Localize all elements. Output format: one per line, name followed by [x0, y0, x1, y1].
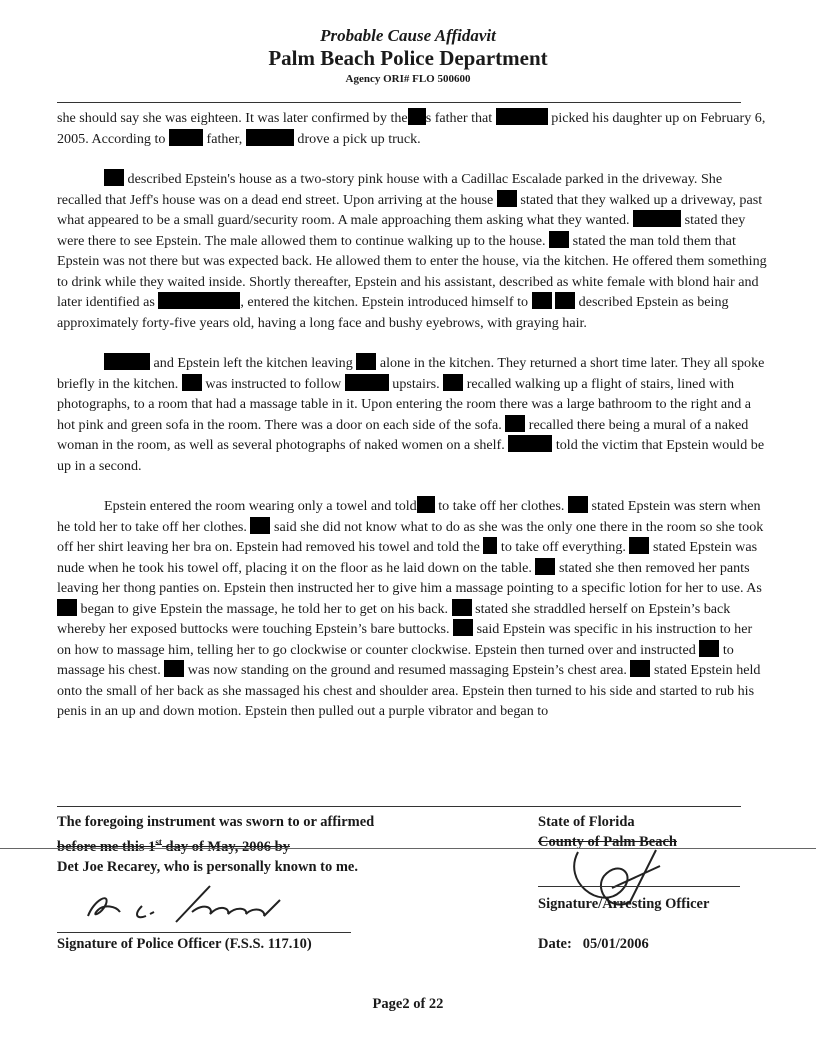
- sworn-statement: [57, 812, 374, 877]
- text-span: stated the man told them that Epstein was not there but was expected back. He allowed them to enter the house, via the kitchen. He offered them something to drink while they waited inside. Shortly thereafter, Epstein and his assistant, described as white female with blond hair and later identified as: [57, 232, 767, 310]
- text-span: upstairs.: [392, 375, 440, 392]
- redaction: [555, 292, 575, 309]
- redaction: [158, 292, 240, 309]
- text-span: was instructed to follow: [205, 375, 342, 392]
- text-span: stated Epstein was nude when he took his towel off, placing it on the floor as he laid down on the table.: [57, 539, 758, 576]
- text-span: recalled there being a mural of a naked woman in the room, as well as several photographs of naked women on a shelf.: [57, 416, 749, 453]
- redaction: [246, 129, 294, 146]
- redaction: [250, 517, 270, 534]
- text-span: stated she then removed her pants leaving her thong panties on. Epstein then instructed her to give him a massage pointing to a specific lotion for her to use. As: [57, 559, 762, 596]
- redaction: [104, 353, 150, 370]
- text-span: described Epstein's house as a two-story pink house with a Cadillac Escalade parked in the driveway. She recalled that Jeff's house was on a dead end street. Upon arriving at the house: [57, 171, 723, 208]
- text-span: recalled walking up a flight of stairs, lined with photographs, to a room that had a massage table in it. Upon entering the room there was a large bathroom to the right and a hot pink and green sofa in the room. There was a door on each side of the sofa.: [57, 375, 752, 433]
- text-span: st: [155, 837, 162, 847]
- text-span: told the victim that Epstein would be up in a second.: [57, 437, 765, 474]
- redaction: [699, 640, 719, 657]
- page-current: 2: [402, 996, 410, 1012]
- text-span: drove a pick up truck.: [297, 130, 421, 147]
- text-span: and Epstein left the kitchen leaving: [153, 355, 353, 371]
- footer-divider: [57, 806, 741, 807]
- header-divider: [57, 102, 741, 103]
- paragraph-2: [57, 169, 769, 333]
- county-label: County of Palm Beach: [538, 834, 677, 850]
- date-label: Date:: [538, 936, 572, 952]
- text-span: day of May, 2006 by: [161, 838, 290, 855]
- officer-signature: [80, 882, 290, 926]
- arresting-signature-line: [538, 886, 740, 887]
- text-span: alone in the kitchen. They returned a short time later. They all spoke briefly in the kitchen.: [57, 355, 765, 392]
- department-name: Palm Beach Police Department: [268, 46, 548, 70]
- text-span: she should say she was eighteen. It was later confirmed by the: [57, 110, 408, 126]
- date-field: [538, 936, 649, 953]
- redaction: [535, 558, 555, 575]
- page-number: [0, 996, 816, 1013]
- state-label: State of Florida: [538, 814, 635, 830]
- text-span: Epstein entered the room wearing only a towel and told: [104, 498, 417, 514]
- page-label: Page: [372, 996, 403, 1012]
- redaction: [453, 619, 473, 636]
- redaction: [630, 660, 650, 677]
- redaction: [57, 599, 77, 616]
- redaction: [356, 353, 376, 370]
- text-span: father,: [206, 130, 243, 147]
- text-span: said Epstein was specific in his instruction to her on how to massage him, telling her to go clockwise or counter clockwise. Epstein then turned over and instructed: [57, 621, 753, 658]
- text-span: said she did not know what to do as she was the only one there in the room so she took off her shirt leaving her bra on. Epstein had removed his towel and told the: [57, 518, 764, 555]
- officer-signature-line: [57, 932, 351, 933]
- redaction: [532, 292, 552, 309]
- redaction: [408, 108, 426, 125]
- text-span: stated she straddled herself on Epstein’s back whereby her exposed buttocks were touching Epstein’s bare buttocks.: [57, 600, 731, 637]
- redaction: [483, 537, 497, 554]
- redaction: [497, 190, 517, 207]
- redaction: [182, 374, 202, 391]
- agency-ori: Agency ORI# FLO 500600: [345, 73, 471, 85]
- text-span: stated that they walked up a driveway, past what appeared to be a small guard/security room. A male approaching them asking what they wanted.: [57, 191, 763, 228]
- redaction: [104, 169, 124, 186]
- paragraph-3: [57, 353, 769, 476]
- text-span: to take off her clothes.: [438, 498, 565, 514]
- redaction: [417, 496, 435, 513]
- redaction: [505, 415, 525, 432]
- redaction: [345, 374, 389, 391]
- redaction: [549, 231, 569, 248]
- page-total: of 22: [413, 996, 444, 1012]
- text-span: s father that: [425, 110, 493, 126]
- redaction: [443, 374, 463, 391]
- text-span: began to give Epstein the massage, he told her to get on his back.: [80, 600, 449, 617]
- sworn-line-3: Det Joe Recarey, who is personally known to me.: [57, 858, 358, 875]
- text-span: picked his daughter up on February 6, 2005. According to: [57, 110, 766, 147]
- paragraph-1: [57, 108, 769, 149]
- redaction: [169, 129, 203, 146]
- text-span: stated Epstein held onto the small of her back as she massaged his chest and shoulder area. Epstein then turned to his side and started to rub his penis in an up and down motion. Epstein then pulled out a purple vibrator and began to: [57, 662, 761, 719]
- text-span: stated they were there to see Epstein. The male allowed them to continue walking up to the house.: [57, 212, 746, 249]
- document-title: Probable Cause Affidavit: [320, 26, 496, 45]
- text-span: before me this 1: [57, 838, 156, 855]
- redaction: [452, 599, 472, 616]
- officer-signature-label: Signature of Police Officer (F.S.S. 117.10): [57, 936, 312, 952]
- paragraph-4: [57, 496, 769, 722]
- text-span: was now standing on the ground and resumed massaging Epstein’s chest area.: [187, 662, 627, 678]
- text-span: described Epstein as being approximately forty-five years old, having a long face and bushy eyebrows, with graying hair.: [57, 294, 729, 331]
- redaction: [633, 210, 681, 227]
- redaction: [629, 537, 649, 554]
- text-span: , entered the kitchen. Epstein introduced himself to: [240, 294, 529, 310]
- footer-strike-line: [0, 848, 816, 849]
- redaction: [164, 660, 184, 677]
- text-span: to take off everything.: [500, 539, 626, 555]
- sworn-line-1: The foregoing instrument was sworn to or affirmed: [57, 814, 375, 830]
- redaction: [568, 496, 588, 513]
- arresting-officer-label: Signature/Arresting Officer: [538, 896, 710, 912]
- text-span: stated Epstein was stern when he told her to take off her clothes.: [57, 498, 761, 535]
- date-value: 05/01/2006: [582, 936, 649, 952]
- redaction: [496, 108, 548, 125]
- redaction: [508, 435, 552, 452]
- affidavit-body: [57, 108, 769, 722]
- sworn-line-2: [57, 832, 374, 857]
- text-span: to massage his chest.: [57, 641, 734, 678]
